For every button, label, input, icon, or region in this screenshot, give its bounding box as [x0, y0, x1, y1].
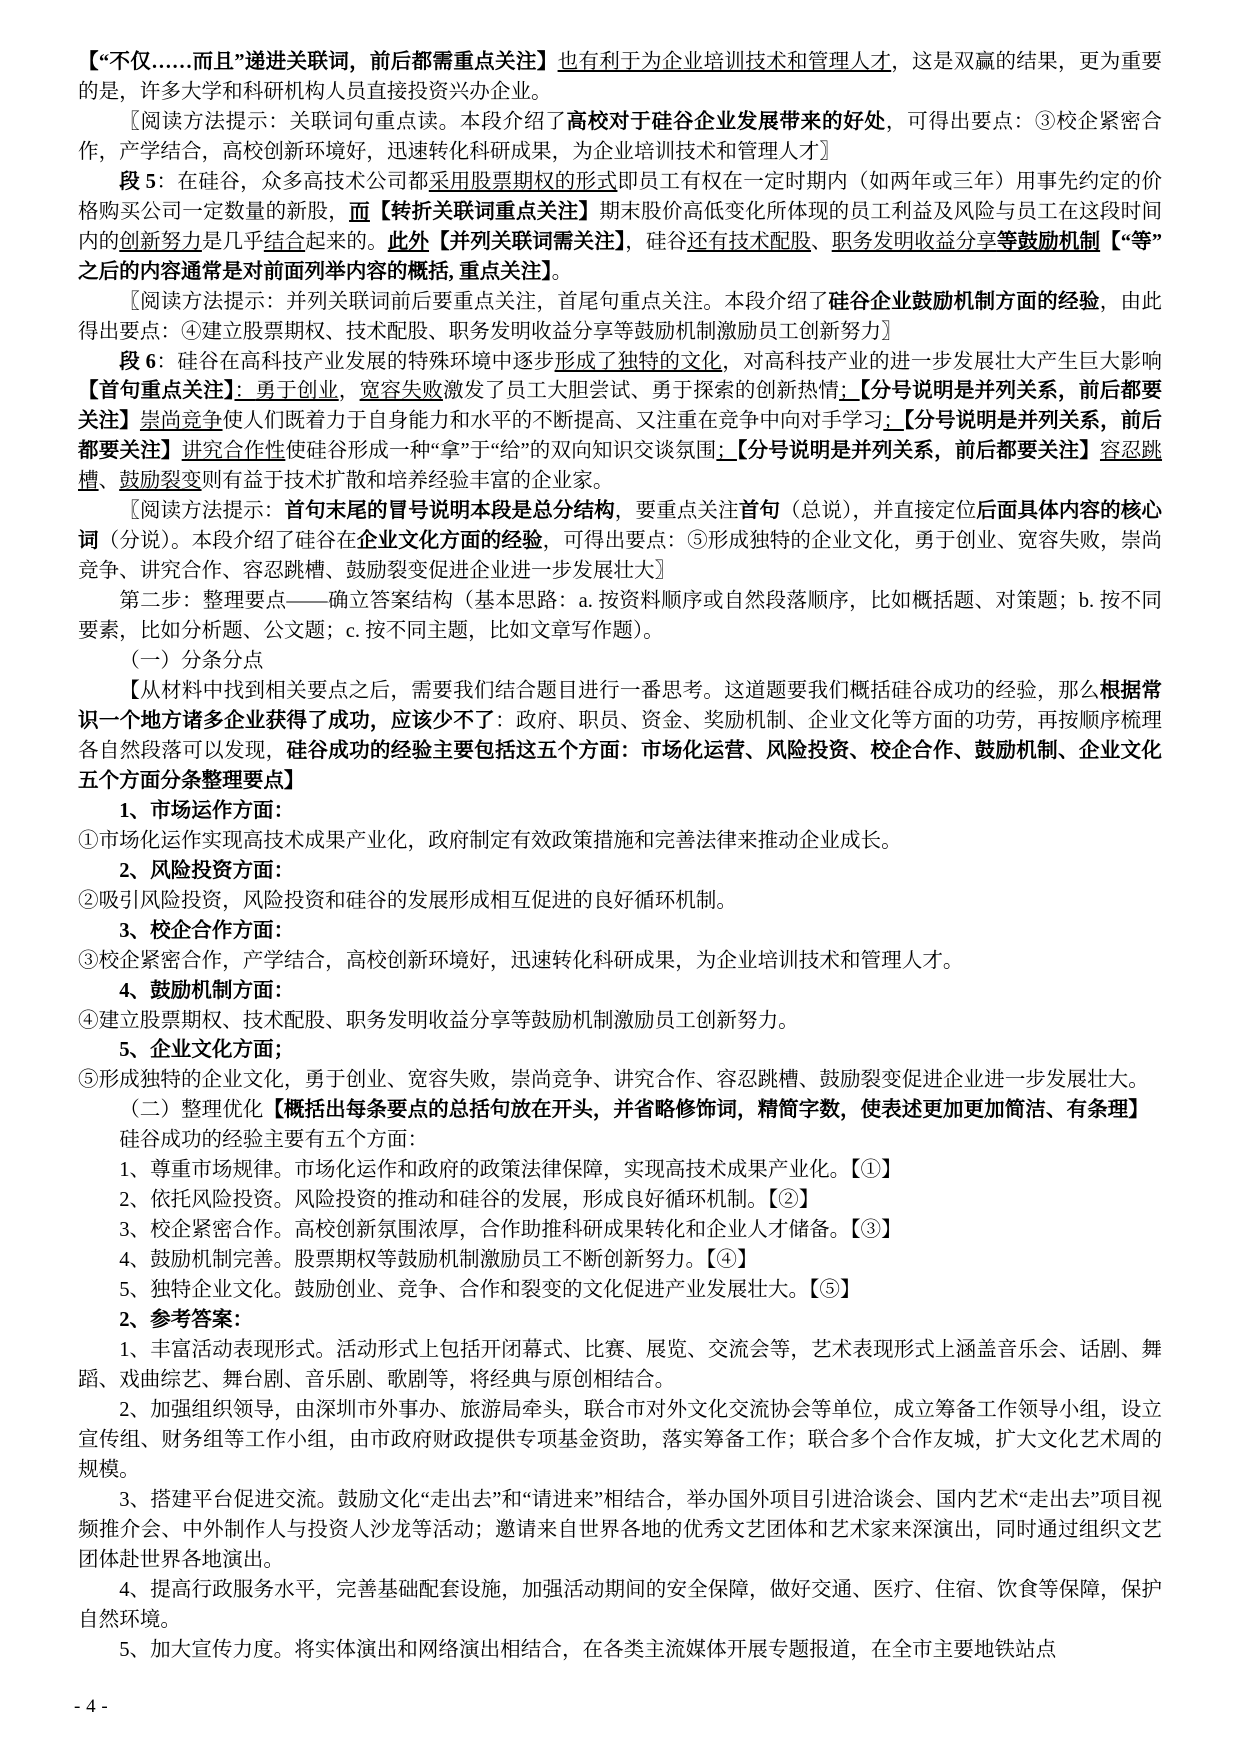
- underlined-tech-shares: 还有技术配股: [687, 230, 812, 253]
- reading-tip-5-rest: ，由此得出要点：④建立股票期权、技术配股、职务发明收益分享等鼓励机制激励员工创新努力〗: [78, 290, 1163, 343]
- reading-tip-6-bold-1: 首句末尾的冒号说明本段是总分结构: [284, 500, 615, 523]
- paragraph-5-t5: 起来的。: [305, 230, 388, 253]
- bold-underlined-besides: 此外: [387, 230, 430, 253]
- reading-tip-6-t4: ，可得出要点：⑤形成独特的企业文化，勇于创业、宽容失败，崇尚竞争、讲究合作、容忍跳槽、鼓励裂变促进企业进一步发展壮大〗: [78, 530, 1163, 583]
- summary-point-1: 1、尊重市场规律。市场化运作和政府的政策法律保障，实现高技术成果产业化。【①】: [119, 1159, 902, 1182]
- reading-tip-6-t3: （分说）。本段介绍了硅谷在: [98, 530, 357, 553]
- section-one-bold-1: 根据常识一个地方诸多企业获得了成功，应该少不了: [78, 680, 1163, 732]
- reference-answer-heading: 2、参考答案：: [119, 1309, 254, 1332]
- underlined-semicolon-1: ；: [839, 380, 860, 403]
- paragraph-5-t7: 、: [811, 230, 832, 253]
- reading-tip-5-open: 〖阅读方法提示：并列关联词前后要重点关注，首尾句重点关注。本段介绍了: [119, 290, 829, 313]
- paragraph-6-t7: 、: [98, 470, 120, 493]
- reading-tip-4-open: 〖阅读方法提示：关联词句重点读。本段介绍了: [119, 110, 567, 133]
- section-one-t2: ：政府、职员、资金、奖励机制、企业文化等方面的功劳，再按顺序梳理各自然段落可以发现，: [78, 709, 1163, 762]
- reading-tip-6-open: 〖阅读方法提示：: [119, 500, 285, 523]
- paragraph-6-t8: 则有益于技术扩散和培养经验丰富的企业家。: [201, 470, 614, 493]
- reading-tip-6-t1: ，要重点关注: [614, 500, 739, 523]
- underlined-encourage-spinoff: 鼓励裂变: [119, 470, 202, 493]
- reference-answer-2: 2、加强组织领导，由深圳市外事办、旅游局牵头，联合市对外文化交流协会等单位，成立筹备工作领导小组，设立宣传组、财务组等工作小组，由市政府财政提供专项基金资助，落实筹备工作；联合多个合作友城，扩大文化艺术周的规模。: [78, 1398, 1162, 1481]
- section-one-heading: （一）分条分点: [119, 650, 264, 673]
- paragraph-5-t2: 即员工有权在一定时期内（如两年或三年）用事先约定的价格购买公司一定数量的新股，: [78, 170, 1163, 223]
- bold-annotation-semicolon-parallel-1: 【分号说明是并列关系，前后都要关注】: [78, 380, 1163, 433]
- bold-underlined-conjunction-er: 而: [349, 200, 370, 223]
- aspect-body-market-operation: ①市场化运作实现高技术成果产业化，政府制定有效政策措施和完善法律来推动企业成长。: [78, 829, 902, 852]
- underlined-unique-culture-formed: 形成了独特的文化: [554, 350, 723, 373]
- underlined-stock-option-form: 采用股票期权的形式: [428, 170, 618, 193]
- paragraph-5-t8: 。: [551, 260, 573, 283]
- aspect-body-school-enterprise: ③校企紧密合作，产学结合，高校创新环境好，迅速转化科研成果，为企业培训技术和管理人才。: [78, 949, 964, 972]
- bold-annotation-semicolon-parallel-3: 【分号说明是并列关系，前后都要关注】: [736, 440, 1100, 463]
- paragraph-5-t1: ：在硅谷，众多高技术公司都: [155, 170, 429, 193]
- bold-underlined-incentive-mechanism: 等鼓励机制: [996, 230, 1101, 253]
- reference-answer-5: 5、加大宣传力度。将实体演出和网络演出相结合，在各类主流媒体开展专题报道，在全市主要地铁站点: [119, 1638, 1057, 1661]
- section-one-t1: 【从材料中找到相关要点之后，需要我们结合题目进行一番思考。这道题要我们概括硅谷成功的经验，那么: [119, 680, 1100, 703]
- paragraph-6-t4: 激发了员工大胆尝试、勇于探索的创新热情: [442, 380, 840, 403]
- aspect-body-incentive-mechanism: ④建立股票期权、技术配股、职务发明收益分享等鼓励机制激励员工创新努力。: [78, 1009, 799, 1032]
- aspect-heading-school-enterprise: 3、校企合作方面：: [119, 919, 295, 942]
- underlined-emphasize-cooperation: 讲究合作性: [181, 440, 286, 463]
- paragraph-6-t3: ，: [338, 380, 360, 403]
- underlined-value-competition: 崇尚竞争: [139, 410, 223, 433]
- bold-annotation-first-sentence-focus: 【首句重点关注】: [78, 380, 235, 403]
- section-two-prefix: （二）整理优化: [119, 1099, 264, 1122]
- underlined-semicolon-2: ；: [883, 410, 904, 433]
- underlined-tolerate-job-hopping: 容忍跳槽: [78, 440, 1163, 493]
- underlined-phrase-training-talent: 也有利于为企业培训技术和管理人才: [557, 51, 892, 73]
- summary-point-2: 2、依托风险投资。风险投资的推动和硅谷的发展，形成良好循环机制。【②】: [119, 1189, 820, 1212]
- reading-tip-5-bold: 硅谷企业鼓励机制方面的经验: [828, 290, 1100, 313]
- summary-point-5: 5、独特企业文化。鼓励创业、竞争、合作和裂变的文化促进产业发展壮大。【⑤】: [119, 1279, 861, 1302]
- step-two-paragraph: 第二步：整理要点——确立答案结构（基本思路：a. 按资料顺序或自然段落顺序，比如概括题、对策题；b. 按不同要素，比如分析题、公文题；c. 按不同主题，比如文章写作题）。: [78, 590, 1162, 643]
- section-one-bold-2: 硅谷成功的经验主要包括这五个方面：市场化运营、风险投资、校企合作、鼓励机制、企业文化五个方面分条整理要点】: [78, 739, 1163, 792]
- underlined-invention-revenue-sharing: 职务发明收益分享: [831, 230, 997, 253]
- reference-answer-1: 1、丰富活动表现形式。活动形式上包括开闭幕式、比赛、展览、交流会等，艺术表现形式上涵盖音乐会、话剧、舞蹈、戏曲综艺、舞台剧、音乐剧、歌剧等，将经典与原创相结合。: [78, 1338, 1162, 1391]
- section-two-heading: [78, 1096, 1162, 1126]
- paragraph-5-t6: ，硅谷: [625, 230, 688, 253]
- summary-lead: 硅谷成功的经验主要有五个方面：: [119, 1129, 429, 1152]
- reading-tip-6-bold-4: 企业文化方面的经验: [356, 530, 543, 553]
- underlined-brave-entrepreneurship: 勇于创业: [255, 380, 339, 403]
- paragraph-5-t4: 是几乎: [201, 230, 264, 253]
- aspect-heading-corporate-culture: 5、企业文化方面；: [119, 1039, 295, 1062]
- aspect-heading-venture-capital: 2、风险投资方面：: [119, 859, 295, 882]
- bold-annotation-semicolon-parallel-2: 【分号说明是并列关系，前后都要关注】: [78, 410, 1163, 463]
- reading-tip-6: [78, 497, 1162, 587]
- bold-annotation-deng-summary: 【“等”之后的内容通常是对前面列举内容的概括, 重点关注】: [78, 230, 1163, 283]
- page-number: - 4 -: [74, 1696, 109, 1717]
- paragraph-6-label: 段 6: [119, 350, 156, 373]
- bold-annotation-progressive-conjunction: 【“不仅……而且”递进关联词，前后都需重点关注】: [78, 51, 558, 73]
- paragraph-6-t1: ：硅谷在高科技产业发展的特殊环境中逐步: [155, 350, 555, 373]
- reading-tip-6-bold-3: 后面具体内容的核心词: [78, 500, 1163, 553]
- section-one-paragraph: [78, 677, 1162, 797]
- paragraph-5: [78, 168, 1162, 288]
- aspect-heading-market-operation: 1、市场运作方面：: [119, 799, 295, 822]
- summary-point-3: 3、校企紧密合作。高校创新氛围浓厚，合作助推科研成果转化和企业人才储备。【③】: [119, 1219, 902, 1242]
- underlined-colon-1: ：: [234, 380, 256, 403]
- paragraph-6-t2: ，对高科技产业的进一步发展壮大产生巨大影响: [722, 350, 1163, 373]
- aspect-heading-incentive-mechanism: 4、鼓励机制方面：: [119, 979, 295, 1002]
- paragraph-4-tail-text: ，这是双赢的结果，更为重要的是，许多大学和科研机构人员直接投资兴办企业。: [78, 51, 1163, 103]
- paragraph-6: [78, 348, 1162, 498]
- reference-answer-4: 4、提高行政服务水平，完善基础配套设施，加强活动期间的安全保障，做好交通、医疗、住宿、饮食等保障，保护自然环境。: [78, 1578, 1162, 1631]
- underlined-semicolon-3: ；: [716, 440, 737, 463]
- reading-tip-4: [78, 108, 1162, 168]
- underlined-innovation-effort: 创新努力: [119, 230, 202, 253]
- section-two-bold-annotation: 【概括出每条要点的总括句放在开头，并省略修饰词，精简字数，使表述更加更加简洁、有条理】: [263, 1099, 1149, 1122]
- aspect-body-venture-capital: ②吸引风险投资，风险投资和硅谷的发展形成相互促进的良好循环机制。: [78, 889, 737, 912]
- reading-tip-4-bold: 高校对于硅谷企业发展带来的好处: [566, 110, 886, 133]
- reading-tip-4-rest: ，可得出要点：③校企紧密合作，产学结合，高校创新环境好，迅速转化科研成果，为企业培训技术和管理人才〗: [78, 110, 1163, 163]
- summary-point-4: 4、鼓励机制完善。股票期权等鼓励机制激励员工不断创新努力。【④】: [119, 1249, 758, 1272]
- paragraph-5-label: 段 5: [119, 170, 156, 193]
- paragraph-5-t3: 期末股价高低变化所体现的员工利益及风险与员工在这段时间内的: [78, 200, 1163, 253]
- bold-annotation-parallel-conjunction: 【并列关联词需关注】: [429, 230, 626, 253]
- paragraph-6-t6: 使硅谷形成一种“拿”于“给”的双向知识交谈氛围: [285, 440, 717, 463]
- reading-tip-6-t2: （总说），并直接定位: [780, 500, 977, 523]
- aspect-body-corporate-culture: ⑤形成独特的企业文化，勇于创业、宽容失败，崇尚竞争、讲究合作、容忍跳槽、鼓励裂变促进企业进一步发展壮大。: [78, 1069, 1149, 1092]
- underlined-combine: 结合: [263, 230, 306, 253]
- paragraph-4-continuation: [78, 48, 1162, 108]
- reading-tip-5: [78, 288, 1162, 348]
- underlined-tolerate-failure: 宽容失败: [359, 380, 443, 403]
- bold-annotation-transition-conjunction: 【转折关联词重点关注】: [369, 200, 600, 223]
- document-body: [78, 48, 1162, 1665]
- reading-tip-6-bold-2: 首句: [738, 500, 781, 523]
- reference-answer-3: 3、搭建平台促进交流。鼓励文化“走出去”和“请进来”相结合，举办国外项目引进洽谈会、国内艺术“走出去”项目视频推介会、中外制作人与投资人沙龙等活动；邀请来自世界各地的优秀文艺团体和艺术家来深演出，同时通过组织文艺团体赴世界各地演出。: [78, 1488, 1162, 1571]
- paragraph-6-t5: 使人们既着力于自身能力和水平的不断提高、又注重在竞争中向对手学习: [222, 410, 884, 433]
